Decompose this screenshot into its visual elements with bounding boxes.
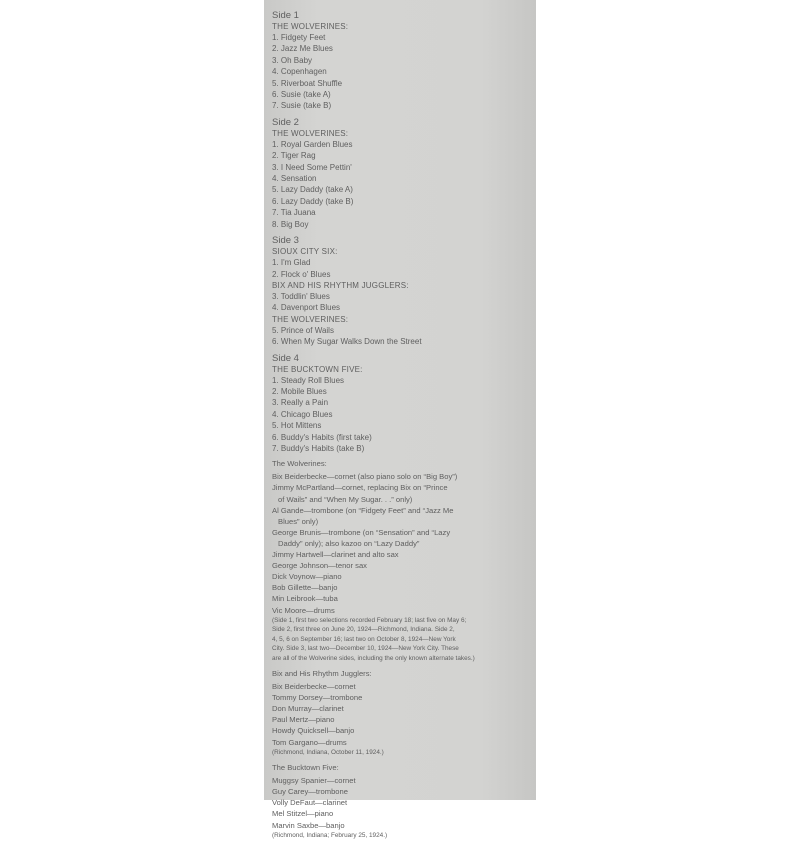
personnel-member: Marvin Saxbe—banjo [272,820,345,830]
track-item: 5. Prince of Wails [272,325,334,335]
track-item: 6. Lazy Daddy (take B) [272,196,354,206]
personnel-member: Al Gande—trombone (on “Fidgety Feet” and “Jazz Me [272,505,454,515]
track-item: 7. Susie (take B) [272,101,332,111]
personnel-member: Don Murray—clarinet [272,704,344,714]
liner-notes-content [272,10,534,846]
group-heading: THE WOLVERINES: [272,128,349,138]
personnel-member: Bob Gillette—banjo [272,583,338,593]
recording-note: are all of the Wolverine sides, including the only known alternate takes.) [272,654,475,662]
track-item: 6. Buddy's Habits (first take) [272,432,372,442]
side-section [272,10,534,112]
liner-notes-panel [264,0,536,839]
personnel-heading: Bix and His Rhythm Jugglers: [272,669,372,679]
personnel-member: Volly DeFaut—clarinet [272,798,348,808]
personnel-member: Jimmy Hartwell—clarinet and alto sax [272,550,399,560]
personnel-listing [272,459,534,840]
track-item: 1. I'm Glad [272,258,311,268]
track-item: 1. Fidgety Feet [272,33,326,42]
personnel-member: Bix Beiderbecke—cornet [272,682,356,692]
track-item: 2. Jazz Me Blues [272,44,333,54]
recording-note: City. Side 3, last two—December 10, 1924—New York City. These [272,645,459,653]
personnel-member: Guy Carey—trombone [272,787,348,797]
personnel-member: Daddy” only); also kazoo on “Lazy Daddy” [278,538,420,548]
personnel-heading: The Bucktown Five: [272,763,339,773]
recording-note: Side 2, first three on June 20, 1924—Richmond, Indiana. Side 2, [272,626,455,634]
track-item: 4. Copenhagen [272,67,327,77]
personnel-member: Muggsy Spanier—cornet [272,776,356,786]
recording-note: (Richmond, Indiana; February 25, 1924.) [272,831,388,839]
personnel-block [272,763,534,840]
personnel-heading: The Wolverines: [272,459,327,469]
personnel-member: Bix Beiderbecke—cornet (also piano solo on “Big Boy”) [272,472,458,482]
track-item: 2. Mobile Blues [272,386,327,396]
side-section [272,117,534,230]
track-item: 1. Royal Garden Blues [272,139,353,149]
personnel-member: Howdy Quicksell—banjo [272,726,355,736]
group-heading: THE WOLVERINES: [272,314,349,324]
track-item: 6. Susie (take A) [272,90,331,100]
group-heading: THE WOLVERINES: [272,22,349,31]
track-item: 3. Toddlin' Blues [272,291,330,301]
personnel-block [272,669,534,757]
track-item: 2. Tiger Rag [272,151,316,161]
track-item: 4. Sensation [272,174,317,184]
personnel-member: of Wails” and “When My Sugar. . .” only) [278,494,413,504]
personnel-member: Dick Voynow—piano [272,572,342,582]
track-item: 1. Steady Roll Blues [272,375,345,385]
track-item: 5. Riverboat Shuffle [272,78,343,88]
group-heading: THE BUCKTOWN FIVE: [272,364,363,374]
personnel-member: George Johnson—tenor sax [272,561,367,571]
track-item: 8. Big Boy [272,219,309,229]
side-heading: Side 1 [272,10,299,21]
personnel-member: Tommy Dorsey—trombone [272,693,363,703]
track-item: 3. Really a Pain [272,398,329,408]
track-item: 5. Hot Mittens [272,421,322,431]
track-item: 3. Oh Baby [272,55,313,65]
side-heading: Side 3 [272,235,299,247]
group-heading: BIX AND HIS RHYTHM JUGGLERS: [272,280,409,290]
personnel-member: Paul Mertz—piano [272,715,335,725]
track-item: 2. Flock o' Blues [272,269,331,279]
recording-note: (Richmond, Indiana, October 11, 1924.) [272,748,384,756]
recording-note: 4, 5, 6 on September 16; last two on October 8, 1924—New York [272,635,456,643]
personnel-member: Blues” only) [278,516,319,526]
personnel-block [272,459,534,663]
track-item: 5. Lazy Daddy (take A) [272,185,353,195]
personnel-member: Tom Gargano—drums [272,737,347,747]
personnel-member: Vic Moore—drums [272,605,335,615]
track-item: 4. Chicago Blues [272,409,333,419]
personnel-member: Min Leibrook—tuba [272,594,338,604]
recording-note: (Side 1, first two selections recorded February 18; last five on May 6; [272,616,467,624]
side-heading: Side 4 [272,352,299,364]
personnel-member: Mel Stitzel—piano [272,809,334,819]
track-item: 6. When My Sugar Walks Down the Street [272,337,422,347]
personnel-member: George Brunis—trombone (on “Sensation” and “Lazy [272,527,451,537]
track-item: 4. Davenport Blues [272,303,341,313]
personnel-member: Jimmy McPartland—cornet, replacing Bix on “Prince [272,483,448,493]
group-heading: SIOUX CITY SIX: [272,247,338,257]
side-heading: Side 2 [272,116,299,128]
track-listing [272,10,534,454]
track-item: 3. I Need Some Pettin' [272,162,352,172]
track-item: 7. Buddy's Habits (take B) [272,443,365,453]
side-section [272,235,534,347]
side-section [272,353,534,455]
track-item: 7. Tia Juana [272,208,316,218]
